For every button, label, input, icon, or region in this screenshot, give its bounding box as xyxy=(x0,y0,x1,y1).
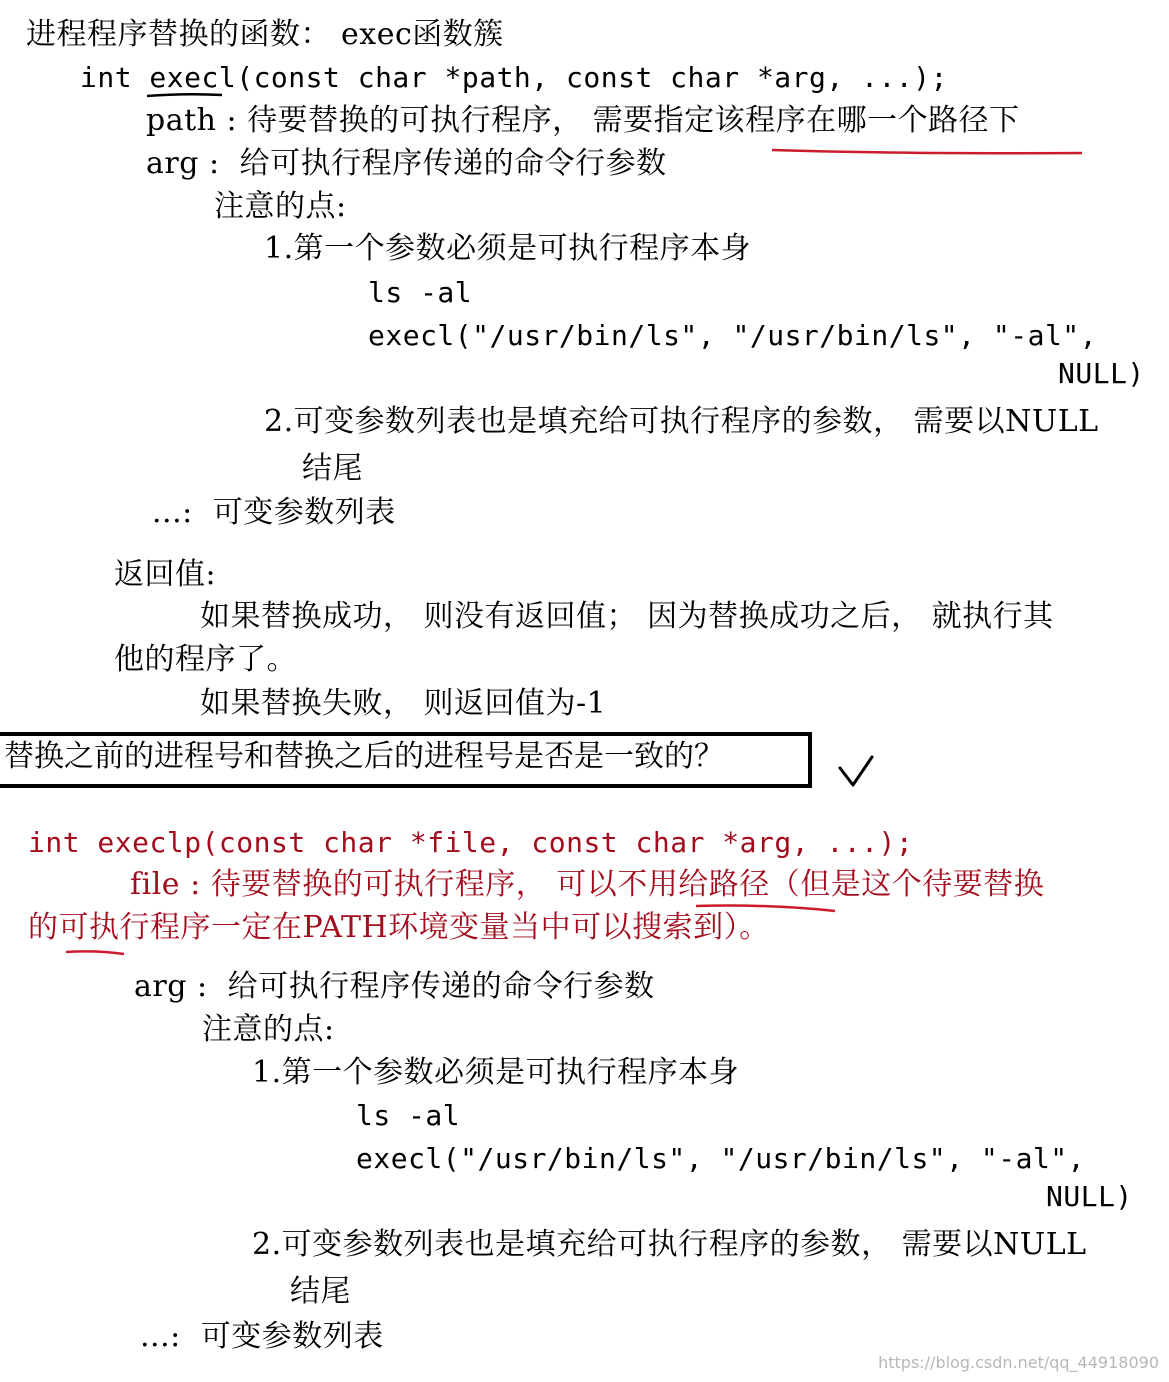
execl-underline xyxy=(147,94,222,96)
executable-underline xyxy=(66,951,124,954)
execlp-note-2-cont: 结尾 xyxy=(290,1274,351,1309)
execl-path-desc: path : 待要替换的可执行程序， 需要指定该程序在哪一个路径下 xyxy=(146,103,1020,138)
execl-note-1: 1.第一个参数必须是可执行程序本身 xyxy=(264,231,752,266)
execl-signature: int execl(const char *path, const char *arg, ...); xyxy=(80,61,948,94)
execl-arg-desc: arg : 给可执行程序传递的命令行参数 xyxy=(146,146,667,181)
return-failure: 如果替换失败， 则返回值为-1 xyxy=(200,686,607,721)
execl-note-title: 注意的点: xyxy=(214,189,347,224)
watermark: https://blog.csdn.net/qq_44918090 xyxy=(878,1353,1159,1372)
return-success-line2: 他的程序了。 xyxy=(114,642,297,677)
execlp-note-1: 1.第一个参数必须是可执行程序本身 xyxy=(252,1055,740,1090)
return-value-title: 返回值: xyxy=(114,557,217,592)
execlp-example-null: NULL) xyxy=(1046,1180,1133,1213)
page-title: 进程程序替换的函数： exec函数簇 xyxy=(26,17,504,52)
boxed-question: 替换之前的进程号和替换之后的进程号是否是一致的？ xyxy=(4,739,724,774)
execlp-example-call: execl("/usr/bin/ls", "/usr/bin/ls", "-al", xyxy=(356,1142,1086,1175)
execl-note-2: 2.可变参数列表也是填充给可执行程序的参数， 需要以NULL xyxy=(264,404,1099,439)
execlp-note-2: 2.可变参数列表也是填充给可执行程序的参数， 需要以NULL xyxy=(252,1227,1087,1262)
path-requirement-underline xyxy=(772,150,1082,153)
execlp-signature: int execlp(const char *file, const char *arg, ...); xyxy=(28,826,914,859)
execl-varargs: ...: 可变参数列表 xyxy=(152,495,396,530)
execlp-example-cmd: ls -al xyxy=(356,1099,461,1132)
execl-example-cmd: ls -al xyxy=(368,276,473,309)
no-path-underline xyxy=(696,906,835,911)
execlp-file-desc-line1: file : 待要替换的可执行程序， 可以不用给路径（但是这个待要替换 xyxy=(130,867,1045,902)
execlp-file-desc-line2: 的可执行程序一定在PATH环境变量当中可以搜索到）。 xyxy=(28,910,770,945)
execl-note-2-cont: 结尾 xyxy=(302,451,363,486)
execlp-varargs: ...: 可变参数列表 xyxy=(140,1319,384,1354)
execl-example-call: execl("/usr/bin/ls", "/usr/bin/ls", "-al", xyxy=(368,319,1098,352)
return-success-line1: 如果替换成功， 则没有返回值； 因为替换成功之后， 就执行其 xyxy=(200,599,1054,634)
execlp-arg-desc: arg : 给可执行程序传递的命令行参数 xyxy=(134,969,655,1004)
check-mark-icon xyxy=(840,757,872,785)
execlp-note-title: 注意的点: xyxy=(202,1012,335,1047)
execl-example-null: NULL) xyxy=(1058,357,1145,390)
